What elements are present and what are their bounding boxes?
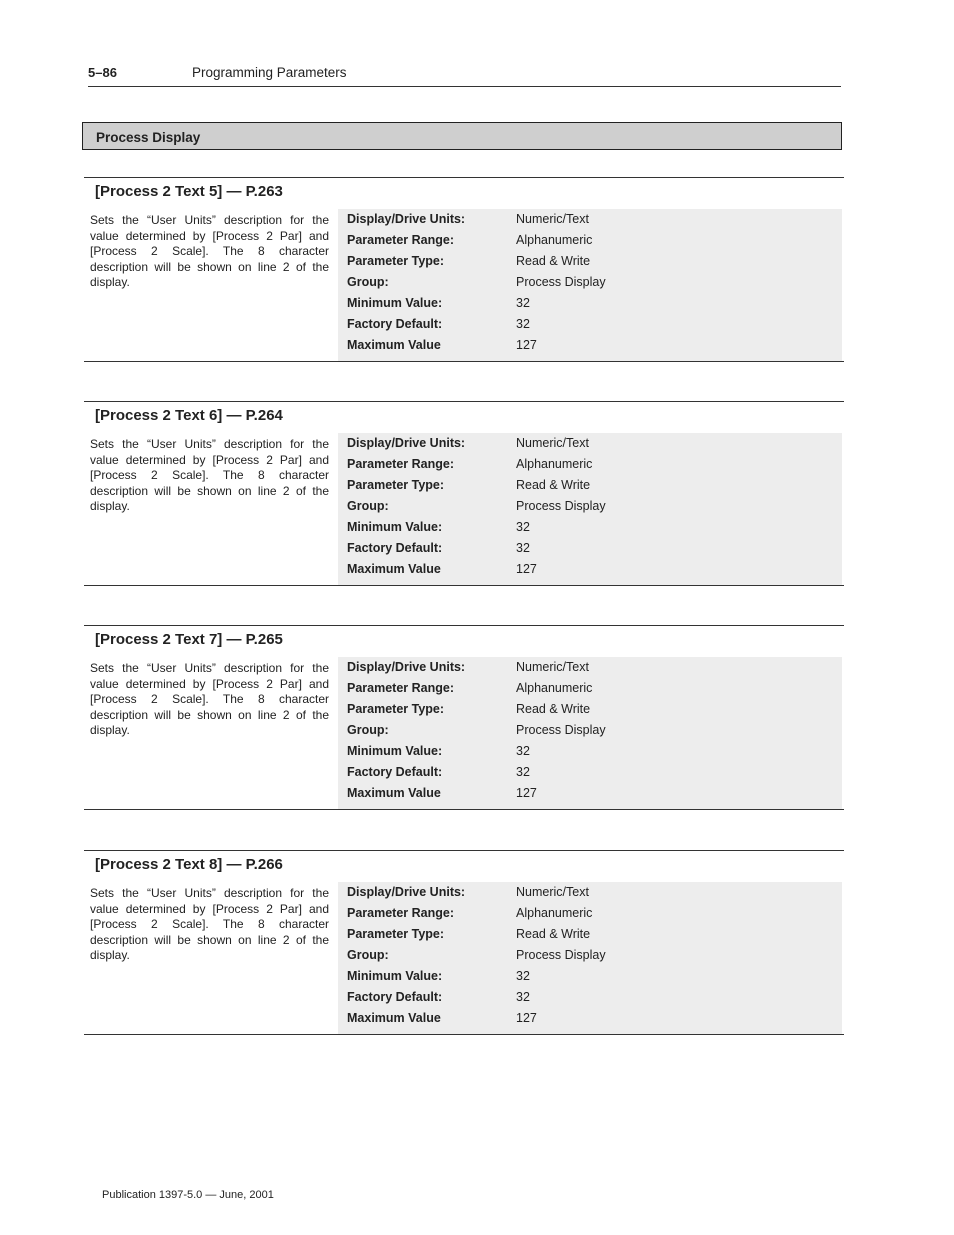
parameter-description: Sets the “User Units” description for the value determined by [Process 2 Par] and [Process 2 Scale]. The 8 character description will be shown on line 2 of the display. [90,213,329,289]
property-row [338,517,842,538]
property-value: Read & Write [516,927,591,941]
property-label: Maximum Value [347,338,441,352]
property-label: Factory Default: [347,765,443,779]
property-row [338,230,842,251]
page-number: 5–86 [88,65,117,80]
divider [84,850,844,851]
property-label: Minimum Value: [347,744,443,758]
property-row [338,678,842,699]
property-value: 127 [516,786,537,800]
property-label: Display/Drive Units: [347,436,466,450]
property-value: 127 [516,562,537,576]
parameter-title: [Process 2 Text 7] — P.265 [95,631,283,648]
property-value: Alphanumeric [516,233,593,247]
property-label: Parameter Range: [347,681,454,695]
property-label: Parameter Type: [347,702,445,716]
property-row [338,882,842,903]
property-row [338,657,842,678]
property-value: 32 [516,317,530,331]
property-label: Parameter Type: [347,478,445,492]
property-row [338,454,842,475]
page-header [88,64,841,87]
property-value: 32 [516,744,530,758]
property-row [338,720,842,741]
property-value: Process Display [516,723,606,737]
property-value: Read & Write [516,254,591,268]
parameter-properties [338,433,842,585]
parameter-description: Sets the “User Units” description for the value determined by [Process 2 Par] and [Process 2 Scale]. The 8 character description will be shown on line 2 of the display. [90,437,329,513]
property-label: Display/Drive Units: [347,885,466,899]
property-row [338,496,842,517]
divider [84,1034,844,1035]
property-value: Numeric/Text [516,436,589,450]
property-row [338,987,842,1008]
property-row [338,945,842,966]
property-row [338,924,842,945]
parameter-properties [338,657,842,809]
section-title: Process Display [96,130,201,145]
publication-footer: Publication 1397-5.0 — June, 2001 [102,1189,274,1201]
property-value: Alphanumeric [516,906,593,920]
property-row [338,335,842,356]
property-value: Process Display [516,499,606,513]
property-label: Minimum Value: [347,520,443,534]
property-value: Alphanumeric [516,457,593,471]
property-value: 32 [516,765,530,779]
divider [84,177,844,178]
property-row [338,293,842,314]
parameter-description: Sets the “User Units” description for the value determined by [Process 2 Par] and [Process 2 Scale]. The 8 character description will be shown on line 2 of the display. [90,886,329,962]
property-row [338,433,842,454]
property-row [338,209,842,230]
property-value: Process Display [516,275,606,289]
property-value: Numeric/Text [516,885,589,899]
property-row [338,251,842,272]
property-row [338,783,842,804]
divider [84,401,844,402]
property-label: Minimum Value: [347,296,443,310]
property-label: Group: [347,948,389,962]
property-label: Parameter Range: [347,906,454,920]
parameter-title: [Process 2 Text 5] — P.263 [95,183,283,200]
chapter-title: Programming Parameters [192,65,347,80]
property-label: Maximum Value [347,786,441,800]
property-value: Numeric/Text [516,660,589,674]
property-label: Parameter Type: [347,927,445,941]
property-value: 127 [516,1011,537,1025]
property-row [338,966,842,987]
property-row [338,699,842,720]
property-label: Group: [347,499,389,513]
property-value: 32 [516,969,530,983]
property-label: Parameter Type: [347,254,445,268]
divider [84,809,844,810]
divider [84,585,844,586]
divider [84,625,844,626]
divider [84,361,844,362]
property-row [338,1008,842,1029]
property-row [338,475,842,496]
property-row [338,559,842,580]
property-label: Parameter Range: [347,457,454,471]
property-label: Factory Default: [347,541,443,555]
property-row [338,741,842,762]
property-value: 32 [516,520,530,534]
property-value: Process Display [516,948,606,962]
property-row [338,314,842,335]
section-title-bar [82,122,842,150]
property-label: Minimum Value: [347,969,443,983]
parameter-properties [338,209,842,361]
property-row [338,762,842,783]
property-label: Group: [347,275,389,289]
property-value: 32 [516,990,530,1004]
property-value: Alphanumeric [516,681,593,695]
property-label: Maximum Value [347,1011,441,1025]
parameter-properties [338,882,842,1034]
parameter-description: Sets the “User Units” description for the value determined by [Process 2 Par] and [Process 2 Scale]. The 8 character description will be shown on line 2 of the display. [90,661,329,737]
property-row [338,903,842,924]
property-label: Display/Drive Units: [347,212,466,226]
property-value: Read & Write [516,478,591,492]
property-row [338,538,842,559]
parameter-title: [Process 2 Text 8] — P.266 [95,856,283,873]
property-value: 127 [516,338,537,352]
property-row [338,272,842,293]
property-label: Factory Default: [347,317,443,331]
property-value: 32 [516,296,530,310]
property-label: Parameter Range: [347,233,454,247]
property-label: Factory Default: [347,990,443,1004]
property-label: Maximum Value [347,562,441,576]
property-value: Numeric/Text [516,212,589,226]
parameter-title: [Process 2 Text 6] — P.264 [95,407,283,424]
property-value: Read & Write [516,702,591,716]
property-label: Display/Drive Units: [347,660,466,674]
property-label: Group: [347,723,389,737]
property-value: 32 [516,541,530,555]
